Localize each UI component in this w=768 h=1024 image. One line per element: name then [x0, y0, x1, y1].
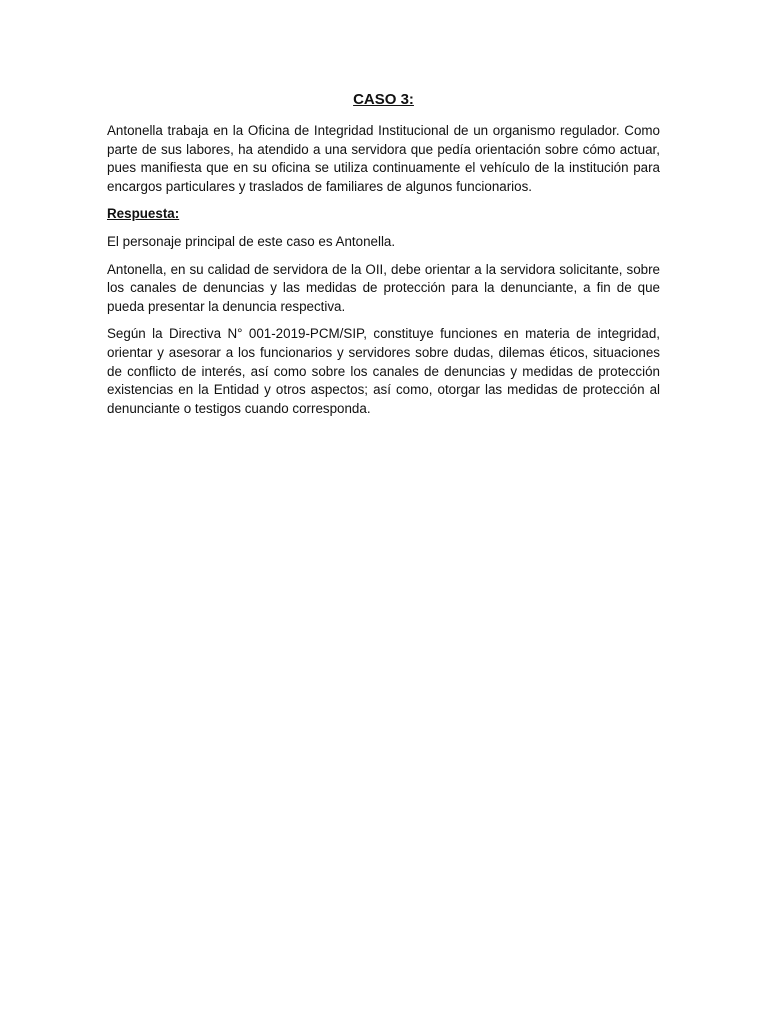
intro-paragraph: Antonella trabaja en la Oficina de Integridad Institucional de un organismo regulador. Como parte de sus labores, ha atendido a una servidora que pedía orientación sobre cómo actuar, pues manifiesta que en su oficina se utiliza continuamente el vehículo de la institución para encargos particulares y traslados de familiares de algunos funcionarios. — [107, 123, 660, 194]
answer-paragraph-3: Según la Directiva N° 001-2019-PCM/SIP, constituye funciones en materia de integridad, orientar y asesorar a los funcionarios y servidores sobre dudas, dilemas éticos, situaciones de conflicto de interés, así como sobre los canales de denuncias y medidas de protección existencias en la Entidad y otros aspectos; así como, otorgar las medidas de protección al denunciante o testigos cuando corresponda. — [107, 326, 660, 416]
document-page — [107, 90, 660, 427]
answer-heading: Respuesta: — [107, 206, 180, 222]
answer-paragraph-1: El personaje principal de este caso es Antonella. — [107, 233, 396, 249]
case-title: CASO 3: — [353, 91, 414, 108]
answer-paragraph-2: Antonella, en su calidad de servidora de la OII, debe orientar a la servidora solicitante, sobre los canales de denuncias y las medidas de protección para la denunciante, a fin de que pueda presentar la denuncia respectiva. — [107, 261, 660, 314]
